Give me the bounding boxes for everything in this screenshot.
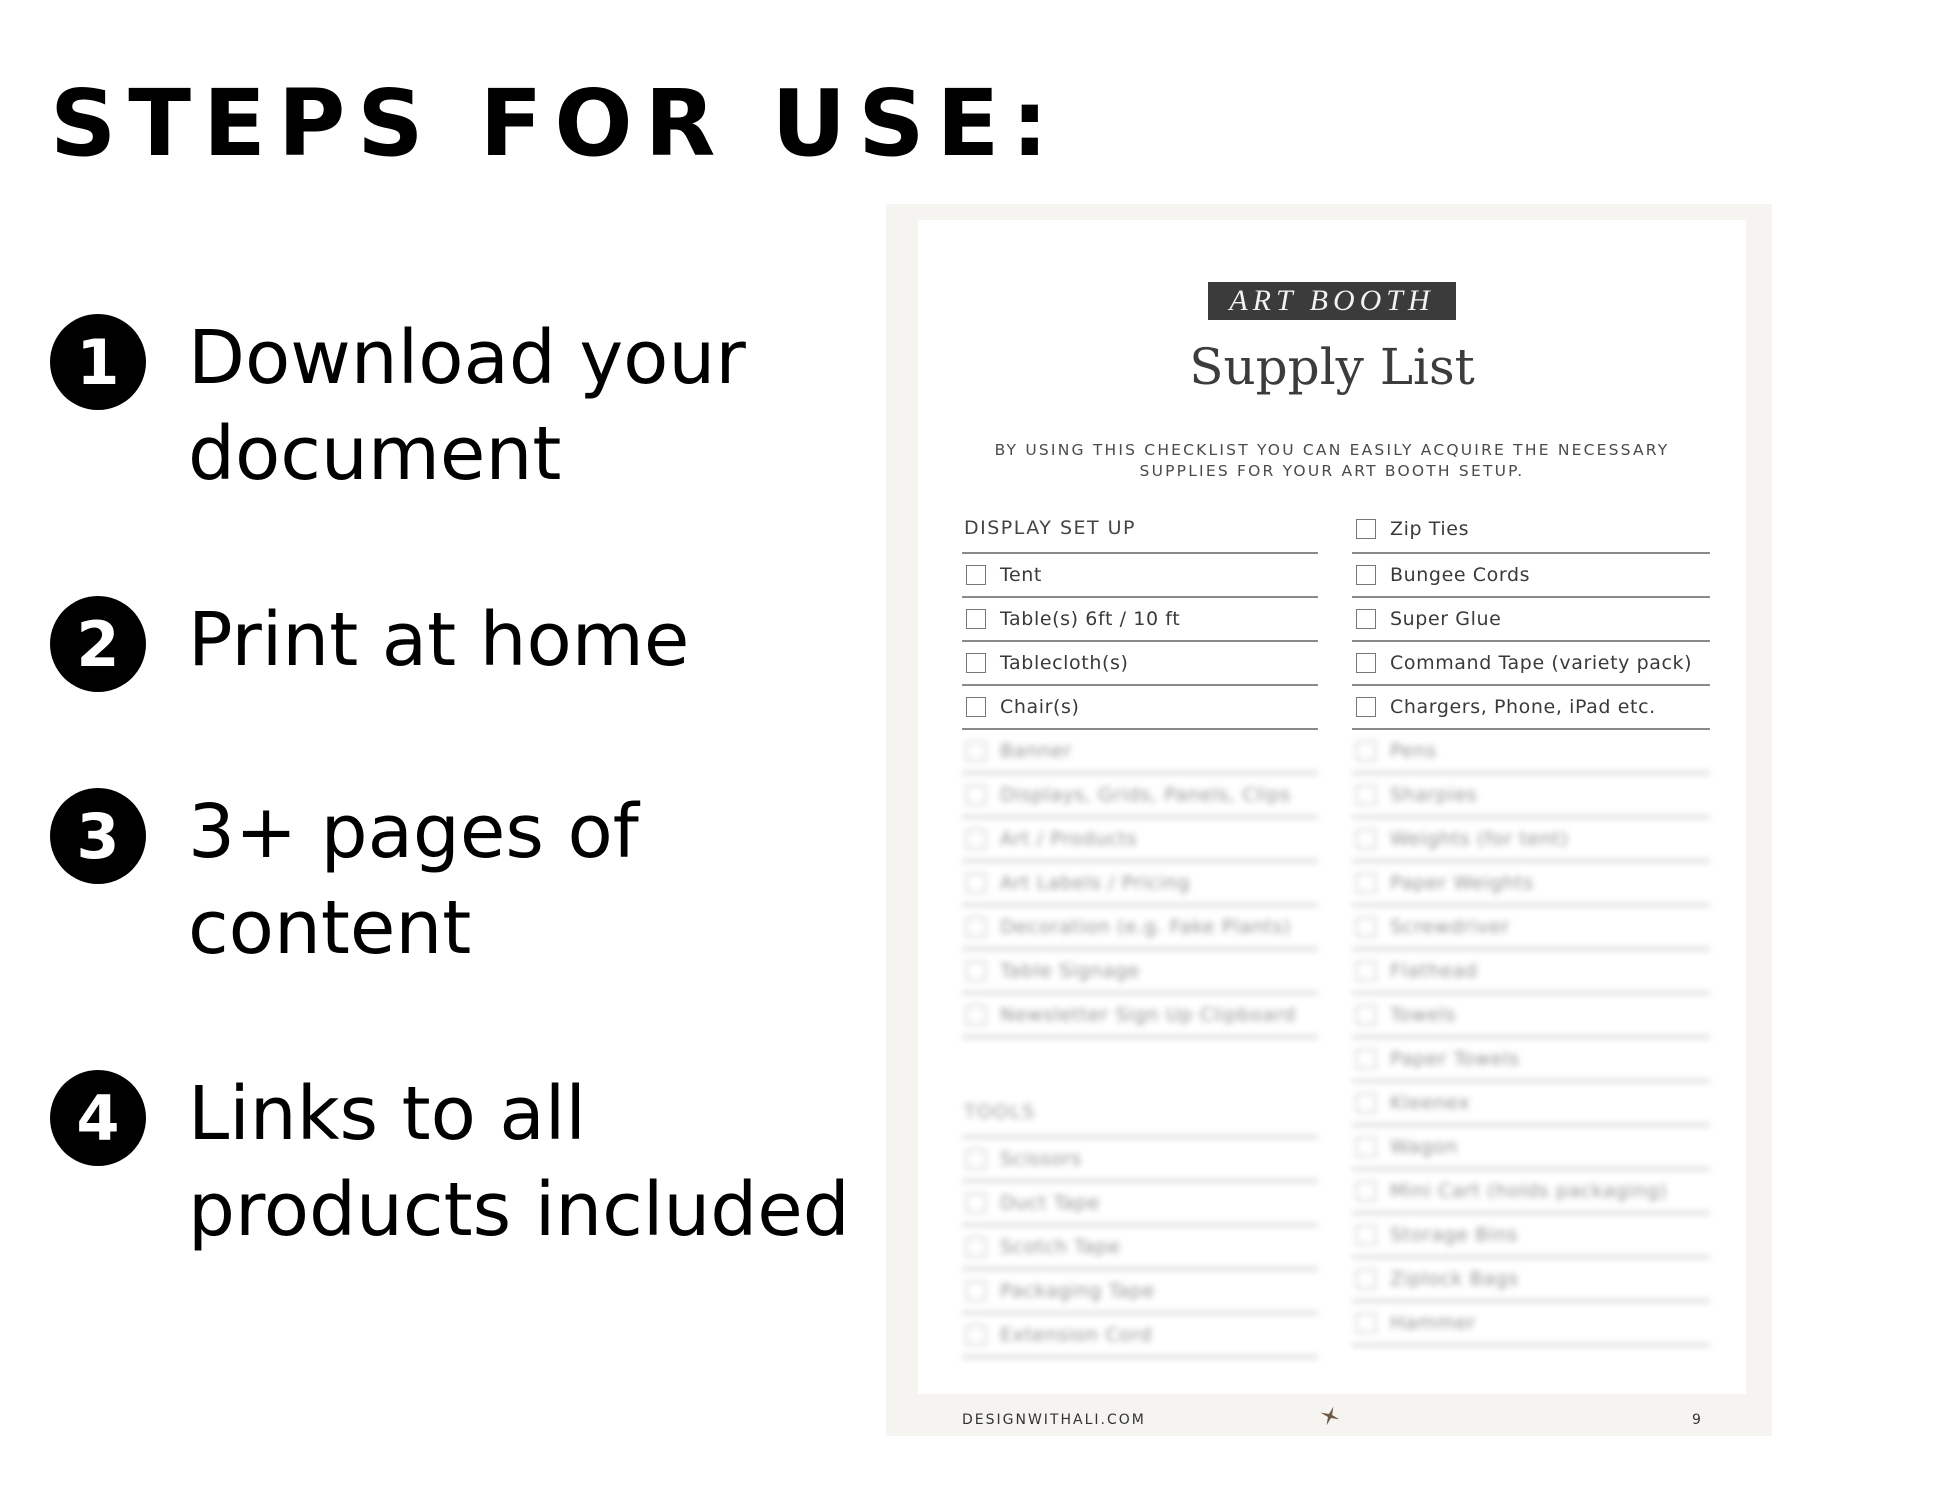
checklist-item	[962, 554, 1318, 598]
checkbox-icon	[966, 1193, 986, 1213]
checkbox-icon	[1356, 873, 1376, 893]
checklist-item	[1352, 906, 1710, 950]
step-number-badge: 1	[50, 314, 146, 410]
checklist-item-label: Extension Cord	[1000, 1324, 1153, 1346]
checkbox-icon	[1356, 1005, 1376, 1025]
checkbox-icon	[1356, 741, 1376, 761]
checklist-item-label: Packaging Tape	[1000, 1280, 1155, 1302]
checklist-item-label: Storage Bins	[1390, 1224, 1518, 1246]
checkbox-icon	[966, 917, 986, 937]
checklist-item	[1352, 730, 1710, 774]
checkbox-icon	[1356, 519, 1376, 539]
checklist-item	[962, 1226, 1318, 1270]
checklist-item-label: Command Tape (variety pack)	[1390, 652, 1693, 674]
checklist-item-label: Flathead	[1390, 960, 1478, 982]
checklist-item	[962, 730, 1318, 774]
checklist-item	[962, 598, 1318, 642]
checklist-item-label: Scissors	[1000, 1148, 1082, 1170]
step-text-line: Download your	[188, 315, 746, 401]
step-1	[50, 310, 746, 502]
checklist-item-label: Paper Weights	[1390, 872, 1534, 894]
checklist-item-label: Towels	[1390, 1004, 1457, 1026]
checklist-item	[1352, 686, 1710, 730]
checkbox-icon	[966, 873, 986, 893]
checkbox-icon	[966, 961, 986, 981]
checkbox-icon	[1356, 697, 1376, 717]
checkbox-icon	[966, 1149, 986, 1169]
footer-page-number: 9	[1692, 1412, 1701, 1428]
section-heading-tools: TOOLS	[962, 1090, 1318, 1138]
checklist-item	[962, 1182, 1318, 1226]
checklist-item-label: Chair(s)	[1000, 696, 1080, 718]
checklist-item-label: Weights (for tent)	[1390, 828, 1569, 850]
checklist-item-label: Art Labels / Pricing	[1000, 872, 1190, 894]
step-number-badge: 2	[50, 596, 146, 692]
checkbox-icon	[966, 609, 986, 629]
checklist-item-label: Screwdriver	[1390, 916, 1510, 938]
checkbox-icon	[966, 1005, 986, 1025]
checklist-item-label: Mini Cart (holds packaging)	[1390, 1180, 1668, 1202]
step-text-line: 3+ pages of	[188, 789, 639, 875]
checklist-item	[1352, 1038, 1710, 1082]
step-text	[188, 1066, 850, 1258]
checklist-item-label: Zip Ties	[1390, 518, 1470, 540]
checkbox-icon	[1356, 1313, 1376, 1333]
checkbox-icon	[966, 565, 986, 585]
checklist-item	[962, 774, 1318, 818]
checklist-item	[1352, 642, 1710, 686]
checkbox-icon	[1356, 609, 1376, 629]
checklist-item	[962, 994, 1318, 1038]
document-title: Supply List	[1189, 338, 1475, 396]
page-title: STEPS FOR USE:	[50, 70, 1061, 177]
checklist-item-label: Ziplock Bags	[1390, 1268, 1519, 1290]
checkbox-icon	[966, 1237, 986, 1257]
checklist-item-label: Art / Products	[1000, 828, 1138, 850]
checklist-item	[962, 950, 1318, 994]
checklist-item	[1352, 554, 1710, 598]
step-text	[188, 310, 746, 502]
step-2	[50, 592, 689, 692]
checkbox-icon	[966, 785, 986, 805]
checklist-item	[962, 818, 1318, 862]
checkbox-icon	[966, 697, 986, 717]
checklist-item	[962, 1138, 1318, 1182]
checklist-item-label: Tent	[1000, 564, 1042, 586]
checklist-item-label: Scotch Tape	[1000, 1236, 1121, 1258]
checklist-item	[962, 1314, 1318, 1358]
checkbox-icon	[1356, 653, 1376, 673]
checklist-right-column	[1352, 506, 1710, 1346]
footer-website: DESIGNWITHALI.COM	[962, 1412, 1146, 1428]
checklist-item	[1352, 1258, 1710, 1302]
checklist-item	[1352, 950, 1710, 994]
checklist-item	[1352, 774, 1710, 818]
checkbox-icon	[1356, 1181, 1376, 1201]
step-text-line: Links to all	[188, 1071, 586, 1157]
checkbox-icon	[1356, 1137, 1376, 1157]
checklist-item	[1352, 1302, 1710, 1346]
step-text	[188, 784, 639, 976]
checklist-item-label: Tablecloth(s)	[1000, 652, 1129, 674]
checkbox-icon	[1356, 829, 1376, 849]
checklist-item	[1352, 862, 1710, 906]
checklist-item	[962, 862, 1318, 906]
checklist-item-label: Banner	[1000, 740, 1072, 762]
checkbox-icon	[1356, 1093, 1376, 1113]
checklist-item-label: Super Glue	[1390, 608, 1502, 630]
checklist-item-label: Pens	[1390, 740, 1437, 762]
checkbox-icon	[1356, 1225, 1376, 1245]
checklist-item	[1352, 1214, 1710, 1258]
checklist-item	[1352, 1170, 1710, 1214]
blurred-content	[962, 730, 1318, 1358]
checkbox-icon	[966, 741, 986, 761]
checklist-item	[1352, 1126, 1710, 1170]
checklist-item-label: Newsletter Sign Up Clipboard	[1000, 1004, 1296, 1026]
checklist-item-label: Table Signage	[1000, 960, 1140, 982]
checklist-item	[962, 686, 1318, 730]
blurred-content	[1352, 730, 1710, 1346]
checklist-item	[1352, 994, 1710, 1038]
step-text-line: document	[188, 411, 562, 497]
checklist-left-column	[962, 506, 1318, 1358]
section-heading-display: DISPLAY SET UP	[962, 506, 1318, 554]
checklist-item-label: Bungee Cords	[1390, 564, 1531, 586]
checklist-item-label: Displays, Grids, Panels, Clips	[1000, 784, 1291, 806]
checklist-item	[962, 1270, 1318, 1314]
checklist-item-label: Chargers, Phone, iPad etc.	[1390, 696, 1656, 718]
checklist-item	[962, 642, 1318, 686]
star-logo-icon	[1318, 1404, 1342, 1428]
checkbox-icon	[1356, 565, 1376, 585]
step-4	[50, 1066, 850, 1258]
checklist-item-label: Table(s) 6ft / 10 ft	[1000, 608, 1181, 630]
checkbox-icon	[1356, 1049, 1376, 1069]
checkbox-icon	[1356, 1269, 1376, 1289]
document-subtitle: BY USING THIS CHECKLIST YOU CAN EASILY ACQUIRE THE NECESSARY SUPPLIES FOR YOUR ART BOOTH SETUP.	[994, 441, 1670, 480]
checklist-item	[1352, 598, 1710, 642]
checklist-item	[1352, 818, 1710, 862]
checklist-item	[1352, 506, 1710, 554]
step-number-badge: 3	[50, 788, 146, 884]
checkbox-icon	[1356, 785, 1376, 805]
checkbox-icon	[966, 829, 986, 849]
checkbox-icon	[966, 1281, 986, 1301]
checkbox-icon	[1356, 961, 1376, 981]
step-text-line: products included	[188, 1167, 850, 1253]
checklist-item-label: Paper Towels	[1390, 1048, 1520, 1070]
checklist-item	[1352, 1082, 1710, 1126]
checklist-item-label: Sharpies	[1390, 784, 1478, 806]
document-tag: ART BOOTH	[1208, 282, 1456, 320]
step-text	[188, 592, 689, 688]
checklist-item-label: Decoration (e.g. Fake Plants)	[1000, 916, 1292, 938]
checkbox-icon	[1356, 917, 1376, 937]
checklist-item-label: Hammer	[1390, 1312, 1477, 1334]
checkbox-icon	[966, 653, 986, 673]
step-3	[50, 784, 639, 976]
checklist-item	[962, 906, 1318, 950]
checklist-item-label: Wagon	[1390, 1136, 1458, 1158]
checkbox-icon	[966, 1325, 986, 1345]
step-number-badge: 4	[50, 1070, 146, 1166]
step-text-line: Print at home	[188, 597, 690, 683]
checklist-item-label: Duct Tape	[1000, 1192, 1100, 1214]
checklist-item-label: Kleenex	[1390, 1092, 1470, 1114]
step-text-line: content	[188, 885, 472, 971]
